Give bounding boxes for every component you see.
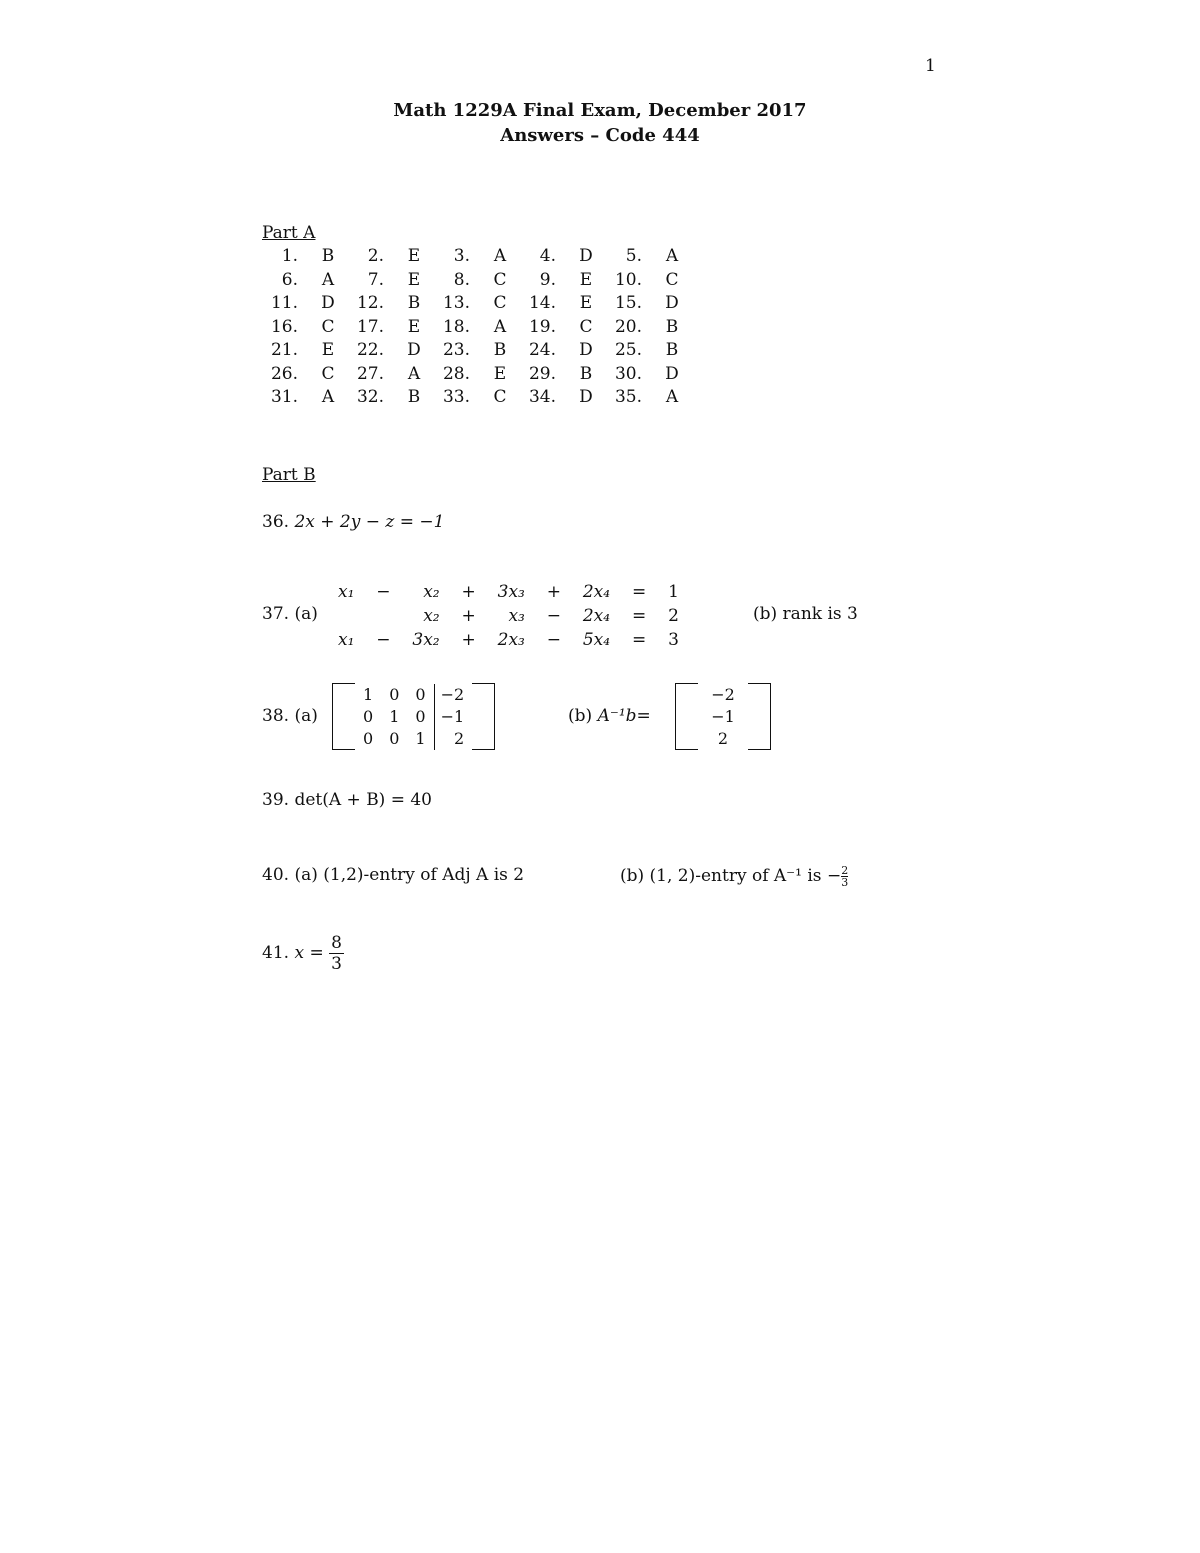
matrix-row: [333, 706, 495, 728]
question-number: 32.: [356, 387, 384, 407]
question-number: 27.: [356, 363, 384, 384]
q37-part-a-label: (a): [294, 604, 318, 624]
equation-term: 2x₄: [582, 606, 611, 626]
question-number: 28.: [442, 363, 470, 384]
equation-operator: +: [461, 630, 476, 650]
q41: [262, 933, 344, 974]
matrix-entry: 0: [389, 684, 400, 704]
equation-term: 2x₄: [582, 582, 611, 602]
equation-operator: −: [546, 630, 561, 650]
question-number: 26.: [270, 363, 298, 384]
q36: [262, 512, 444, 532]
answer-letter: B: [665, 316, 679, 337]
answer-row: [262, 269, 692, 293]
page-number: 1: [925, 56, 936, 76]
equation-operator: +: [546, 582, 561, 602]
answer-letter: D: [579, 246, 593, 266]
question-number: 19.: [528, 316, 556, 337]
q40-number: 40.: [262, 865, 290, 885]
answer-letter: D: [321, 293, 335, 313]
question-number: 25.: [614, 340, 642, 360]
q37-part-b: (b) rank is 3: [753, 604, 858, 624]
answer-row: [262, 292, 692, 316]
answer-letter: A: [321, 387, 335, 407]
document-title: Math 1229A Final Exam, December 2017: [393, 100, 807, 121]
question-number: 30.: [614, 363, 642, 384]
equation-term: 2x₃: [497, 630, 525, 650]
q38-label: [262, 706, 318, 726]
question-number: 9.: [539, 269, 556, 290]
q40-fraction-numerator: 2: [841, 864, 849, 877]
matrix-row: [333, 684, 495, 706]
question-number: 16.: [270, 316, 298, 337]
question-number: 10.: [614, 269, 642, 290]
q40-fraction-denominator: 3: [841, 876, 849, 889]
answer-letter: E: [579, 269, 593, 290]
q39-number: 39.: [262, 790, 290, 810]
answer-letter: B: [579, 363, 593, 384]
equation-operator: −: [546, 606, 561, 626]
matrix-entry: −2: [434, 684, 472, 706]
equation-operator: −: [376, 582, 391, 602]
equation-term: 3x₂: [412, 630, 440, 650]
matrix-entry: 0: [363, 706, 374, 726]
answer-letter: C: [579, 316, 593, 337]
answer-letter: E: [407, 269, 421, 290]
left-bracket: [333, 684, 356, 750]
part-a-answer-grid: [262, 245, 692, 410]
question-number: 18.: [442, 316, 470, 337]
answer-letter: E: [579, 293, 593, 313]
question-number: 35.: [614, 387, 642, 407]
answer-table: [262, 245, 692, 410]
q36-number: 36.: [262, 512, 290, 532]
equation-row: [330, 604, 687, 628]
answer-letter: D: [407, 340, 421, 360]
equation-term: x₁: [338, 582, 355, 602]
question-number: 22.: [356, 340, 384, 360]
question-number: 15.: [614, 293, 642, 313]
document-subtitle: Answers – Code 444: [500, 125, 700, 146]
q41-lhs: x =: [294, 943, 324, 963]
question-number: 23.: [442, 340, 470, 360]
part-b-heading: Part B: [262, 465, 316, 485]
equation-operator: +: [461, 606, 476, 626]
equation-term: 2: [668, 606, 679, 626]
right-bracket: [748, 684, 771, 750]
question-number: 4.: [539, 246, 556, 266]
answer-letter: A: [665, 246, 679, 266]
q40-part-b-text: (b) (1, 2)-entry of A⁻¹ is −: [620, 866, 842, 886]
vector-entry: −2: [711, 684, 735, 704]
equation-term: x₃: [508, 606, 525, 626]
question-number: 14.: [528, 293, 556, 313]
q39: [262, 790, 432, 810]
equation-operator: −: [376, 630, 391, 650]
question-number: 29.: [528, 363, 556, 384]
answer-letter: B: [665, 340, 679, 360]
question-number: 1.: [281, 246, 298, 266]
right-bracket: [472, 684, 495, 750]
answer-letter: C: [321, 316, 335, 337]
answer-letter: C: [493, 269, 507, 290]
equation-term: 3: [668, 630, 679, 650]
equation-row: [330, 580, 687, 604]
equation-term: x₂: [423, 606, 440, 626]
equation-operator: [362, 604, 404, 628]
matrix-entry: 1: [415, 728, 426, 748]
vector-entry: −1: [711, 706, 735, 726]
q37-label: [262, 604, 318, 624]
equation-operator: +: [461, 582, 476, 602]
question-number: 2.: [367, 246, 384, 266]
question-number: 20.: [614, 316, 642, 337]
q39-answer: det(A + B) = 40: [294, 790, 432, 810]
question-number: 31.: [270, 387, 298, 407]
q40-part-a: (a) (1,2)-entry of Adj A is 2: [294, 865, 525, 885]
question-number: 21.: [270, 340, 298, 360]
answer-letter: A: [321, 269, 335, 290]
equation-operator: =: [631, 630, 647, 650]
q41-fraction-denominator: 3: [331, 954, 342, 974]
answer-letter: E: [493, 363, 507, 384]
answer-letter: C: [493, 387, 507, 407]
equation-term: x₂: [423, 582, 440, 602]
q38-part-a-label: (a): [294, 706, 318, 726]
matrix-entry: 0: [415, 684, 426, 704]
q37-linear-system: [330, 580, 687, 652]
answer-letter: E: [407, 316, 421, 337]
q41-number: 41.: [262, 943, 290, 963]
equation-term: 1: [668, 582, 679, 602]
matrix-entry: 0: [363, 728, 374, 748]
equation-operator: =: [631, 606, 647, 626]
augmented-matrix-table: [332, 683, 495, 750]
answer-letter: D: [579, 387, 593, 407]
answer-letter: C: [665, 269, 679, 290]
question-number: 8.: [453, 269, 470, 290]
matrix-entry: 2: [434, 728, 472, 750]
question-number: 33.: [442, 387, 470, 407]
q38-number: 38.: [262, 706, 290, 726]
q38-part-b: [568, 706, 651, 726]
matrix-entry: 0: [389, 728, 400, 748]
part-a-heading: Part A: [262, 223, 316, 243]
answer-row: [262, 363, 692, 387]
equation-term: 3x₃: [497, 582, 525, 602]
equation-term: x₁: [338, 630, 355, 650]
answer-letter: E: [321, 340, 335, 360]
answer-letter: B: [493, 340, 507, 360]
question-number: 5.: [625, 246, 642, 266]
answer-letter: A: [665, 387, 679, 407]
equation-term: 5x₄: [582, 630, 611, 650]
answer-row: [262, 339, 692, 363]
answer-letter: D: [579, 340, 593, 360]
equation-row: [330, 628, 687, 652]
matrix-entry: 0: [415, 706, 426, 726]
answer-row: [262, 386, 692, 410]
question-number: 7.: [367, 269, 384, 290]
answer-letter: C: [493, 293, 507, 313]
q40: [262, 865, 524, 885]
q41-fraction-numerator: 8: [331, 933, 342, 953]
matrix-entry: 1: [363, 684, 374, 704]
q40-fraction: [841, 865, 848, 888]
matrix-row: [333, 728, 495, 750]
question-number: 24.: [528, 340, 556, 360]
question-number: 13.: [442, 293, 470, 313]
answer-letter: B: [407, 293, 421, 313]
q38-result-vector: [675, 683, 771, 750]
vector-row: [676, 684, 771, 706]
equation-table: [330, 580, 687, 652]
q38-part-b-label: (b): [568, 706, 593, 726]
answer-letter: B: [321, 246, 335, 266]
answer-letter: D: [665, 363, 679, 384]
answer-letter: D: [665, 293, 679, 313]
vector-table: [675, 683, 771, 750]
equation-operator: =: [631, 582, 647, 602]
q37-number: 37.: [262, 604, 290, 624]
answer-letter: C: [321, 363, 335, 384]
question-number: 3.: [453, 246, 470, 266]
answer-letter: A: [493, 246, 507, 266]
answer-row: [262, 316, 692, 340]
q38-augmented-matrix: [332, 683, 495, 750]
left-bracket: [676, 684, 699, 750]
question-number: 17.: [356, 316, 384, 337]
question-number: 11.: [270, 293, 298, 313]
answer-letter: E: [407, 246, 421, 266]
question-number: 12.: [356, 293, 384, 313]
question-number: 6.: [281, 269, 298, 290]
q41-fraction: [329, 933, 344, 974]
matrix-entry: −1: [434, 706, 472, 728]
answer-letter: A: [493, 316, 507, 337]
vector-entry: 2: [717, 728, 729, 748]
q36-answer: 2x + 2y − z = −1: [294, 512, 445, 532]
answer-letter: A: [407, 363, 421, 384]
q38-part-b-expr: A⁻¹b=: [597, 706, 651, 726]
answer-letter: B: [407, 387, 421, 407]
q40-part-b: [620, 865, 848, 888]
answer-row: [262, 245, 692, 269]
equation-term: [330, 604, 362, 628]
question-number: 34.: [528, 387, 556, 407]
matrix-entry: 1: [389, 706, 400, 726]
